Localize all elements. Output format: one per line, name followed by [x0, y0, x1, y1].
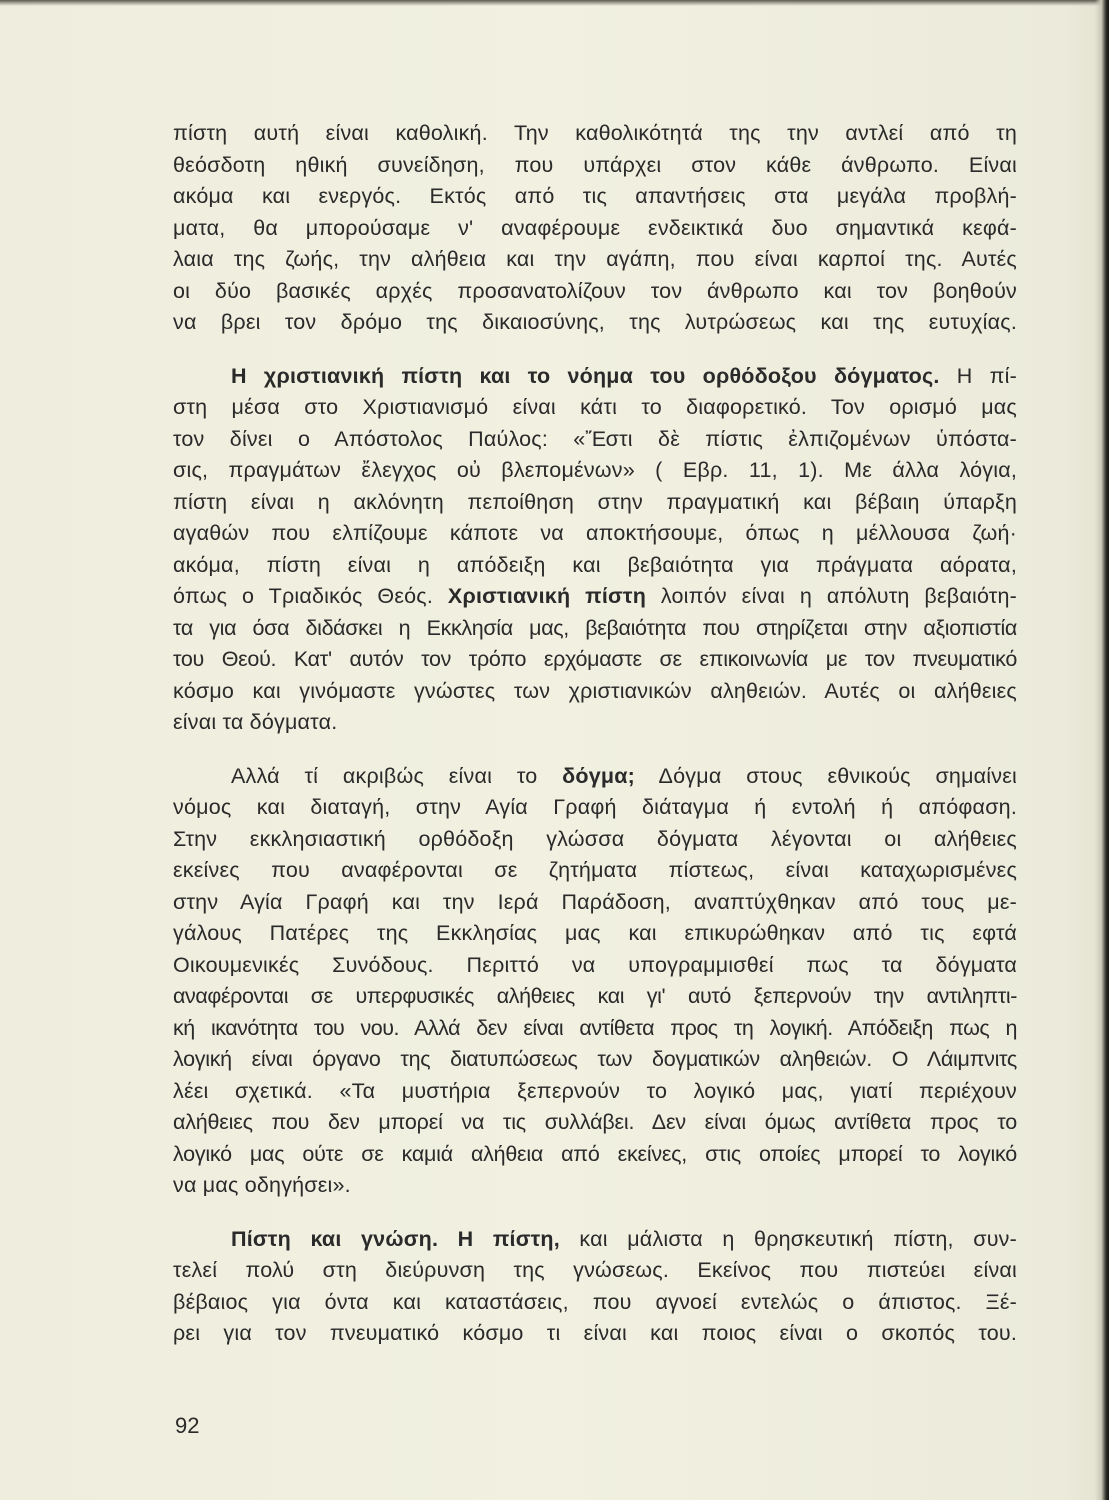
- text-line: λαια της ζωής, την αλήθεια και την αγάπη, που είναι καρποί της. Αυτές: [173, 247, 1017, 271]
- text-line: σις, πραγμάτων ἔλεγχος οὐ βλεπομένων» ( Εβρ. 11, 1). Με άλλα λόγια,: [173, 458, 1017, 482]
- text-line: θεόσδοτη ηθική συνείδηση, που υπάρχει στον κάθε άνθρωπο. Είναι: [173, 152, 1017, 177]
- text-line: ακόμα και ενεργός. Εκτός από τις απαντήσεις στα μεγάλα προβλή-: [173, 184, 1017, 208]
- text-line: να βρει τον δρόμο της δικαιοσύνης, της λυτρώσεως και της ευτυχίας.: [173, 310, 1017, 334]
- text-line: ρει για τον πνευματικό κόσμο τι είναι και ποιος είναι ο σκοπός του.: [173, 1321, 1017, 1345]
- text-line: κή ικανότητα του νου. Αλλά δεν είναι αντίθετα προς τη λογική. Απόδειξη πως η: [173, 1015, 1017, 1040]
- text-line: λογική είναι όργανο της διατυπώσεως των δογματικών αληθειών. Ο Λάιμπνιτς: [173, 1047, 1017, 1071]
- text-line: λέει σχετικά. «Τα μυστήρια ξεπερνούν το λογικό μας, γιατί περιέχουν: [173, 1078, 1017, 1103]
- text-line: τα για όσα διδάσκει η Εκκλησία μας, βεβαιότητα που στηρίζεται στην αξιοπιστία: [173, 615, 1017, 640]
- text-line: λογικό μας ούτε σε καμιά αλήθεια από εκείνες, στις οποίες μπορεί το λογικό: [173, 1141, 1017, 1166]
- text-line: οι δύο βασικές αρχές προσανατολίζουν τον άνθρωπο και τον βοηθούν: [173, 278, 1017, 303]
- text-line: αλήθειες που δεν μπορεί να τις συλλάβει. Δεν είναι όμως αντίθετα προς το: [173, 1110, 1017, 1134]
- section-heading: Πίστη και γνώση. Η πίστη,: [231, 1226, 560, 1251]
- paragraph: [173, 761, 1017, 1202]
- page-binding-shadow: [1095, 0, 1109, 1500]
- text-line: πίστη είναι η ακλόνητη πεποίθηση στην πραγματική και βέβαιη ύπαρξη: [173, 489, 1017, 514]
- text-line: ακόμα, πίστη είναι η απόδειξη και βεβαιότητα για πράγματα αόρατα,: [173, 552, 1017, 577]
- text-line: γάλους Πατέρες της Εκκλησίας μας και επικυρώθηκαν από τις εφτά: [173, 921, 1017, 945]
- text-line: να μας οδηγήσει».: [173, 1173, 351, 1197]
- text-line: όπως ο Τριαδικός Θεός. Χριστιανική πίστη λοιπόν είναι η απόλυτη βεβαιότη-: [173, 584, 1018, 608]
- text-line: στην Αγία Γραφή και την Ιερά Παράδοση, αναπτύχθηκαν από τους με-: [173, 889, 1017, 914]
- bold-term: δόγμα;: [562, 763, 635, 788]
- paragraph: [173, 1224, 1017, 1350]
- text-line: εκείνες που αναφέρονται σε ζητήματα πίστεως, είναι καταχωρισμένες: [173, 858, 1017, 882]
- text-line: ματα, θα μπορούσαμε ν' αναφέρουμε ενδεικτικά δυο σημαντικά κεφά-: [173, 215, 1017, 240]
- text-line: Πίστη και γνώση. Η πίστη, και μάλιστα η θρησκευτική πίστη, συν-: [231, 1226, 1017, 1251]
- text-line: Η χριστιανική πίστη και το νόημα του ορθόδοξου δόγματος. Η πί-: [231, 363, 1017, 388]
- text-line: του Θεού. Κατ' αυτόν τον τρόπο ερχόμαστε σε επικοινωνία με τον πνευματικό: [173, 647, 1017, 671]
- text-line: βέβαιος για όντα και καταστάσεις, που αγνοεί εντελώς ο άπιστος. Ξέ-: [173, 1289, 1017, 1314]
- paragraph: [173, 118, 1017, 339]
- section-heading: Η χριστιανική πίστη και το νόημα του ορθόδοξου δόγματος.: [231, 363, 940, 388]
- paragraph: [173, 361, 1017, 739]
- page-number: 92: [175, 1413, 200, 1438]
- text-line: στη μέσα στο Χριστιανισμό είναι κάτι το διαφορετικό. Τον ορισμό μας: [173, 395, 1017, 419]
- page-top-edge: [0, 0, 1109, 6]
- text-line: τελεί πολύ στη διεύρυνση της γνώσεως. Εκείνος που πιστεύει είναι: [173, 1258, 1017, 1282]
- text-line: Στην εκκλησιαστική ορθόδοξη γλώσσα δόγματα λέγονται οι αλήθειες: [173, 826, 1017, 851]
- text-line: αναφέρονται σε υπερφυσικές αλήθειες και γι' αυτό ξεπερνούν την αντιληπτι-: [173, 984, 1017, 1008]
- text-line: είναι τα δόγματα.: [173, 710, 338, 734]
- body-text: [173, 118, 1017, 1350]
- text-line: νόμος και διαταγή, στην Αγία Γραφή διάταγμα ή εντολή ή απόφαση.: [173, 795, 1017, 819]
- text-line: τον δίνει ο Απόστολος Παύλος: «Ἔστι δὲ πίστις ἐλπιζομένων ὑπόστα-: [173, 426, 1017, 451]
- text-line: κόσμο και γινόμαστε γνώστες των χριστιανικών αληθειών. Αυτές οι αλήθειες: [173, 678, 1017, 703]
- text-line: Οικουμενικές Συνόδους. Περιττό να υπογραμμισθεί πως τα δόγματα: [173, 952, 1017, 977]
- text-line: αγαθών που ελπίζουμε κάποτε να αποκτήσουμε, όπως η μέλλουσα ζωή·: [173, 521, 1017, 545]
- text-line: πίστη αυτή είναι καθολική. Την καθολικότητά της την αντλεί από τη: [173, 121, 1017, 145]
- text-line: Αλλά τί ακριβώς είναι το δόγμα; Δόγμα στους εθνικούς σημαίνει: [231, 763, 1017, 788]
